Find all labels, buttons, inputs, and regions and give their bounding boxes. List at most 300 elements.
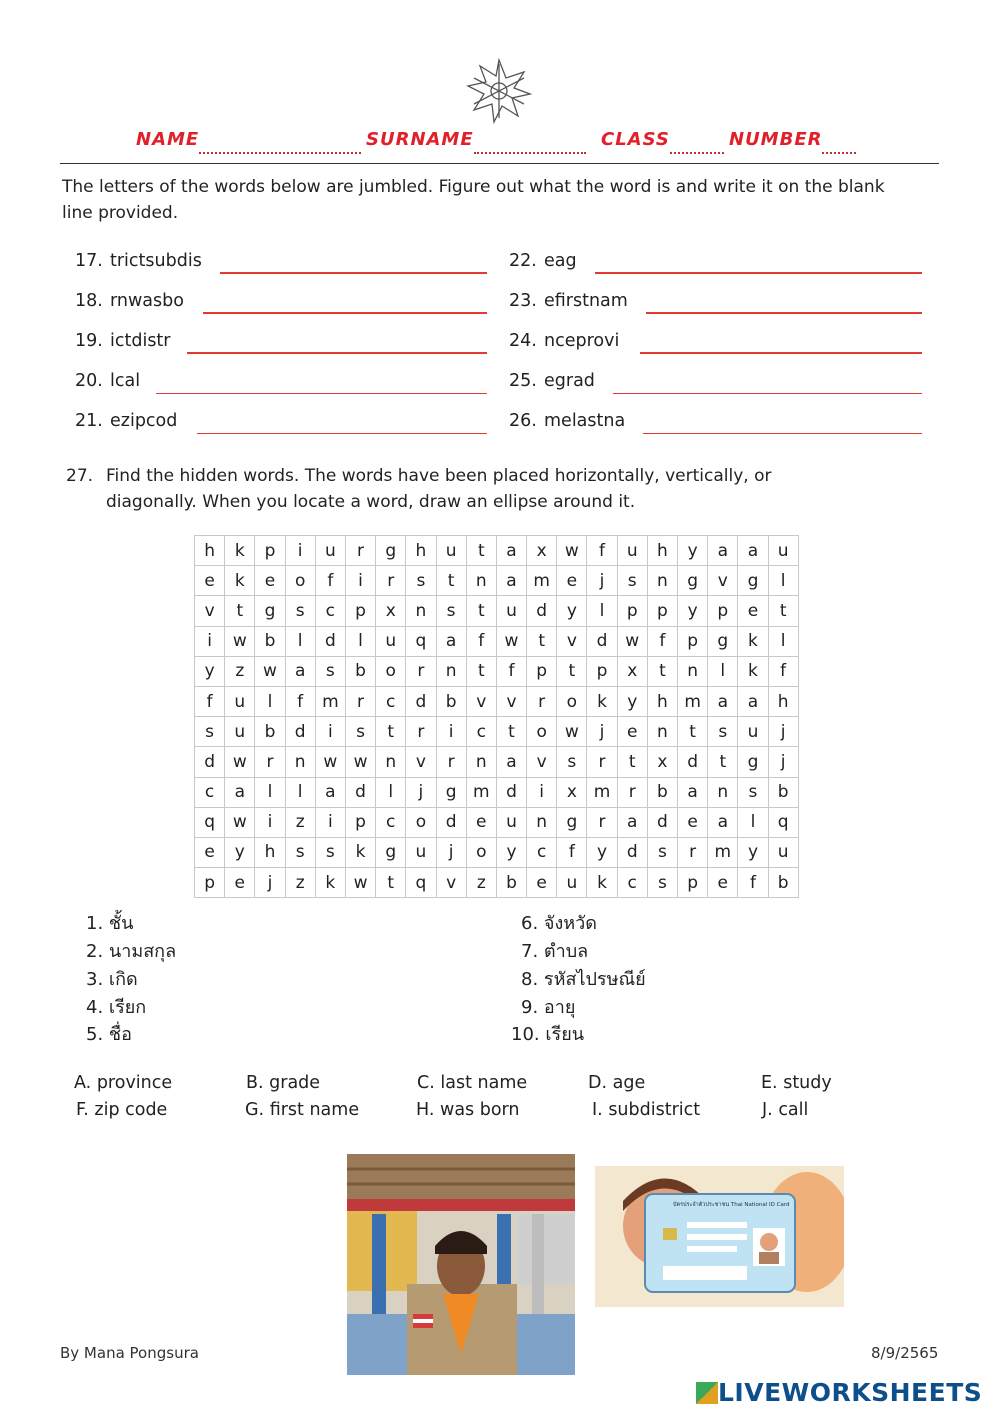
grid-letter[interactable]: n [466,747,496,777]
grid-letter[interactable]: o [406,807,436,837]
grid-row [195,566,799,596]
grid-letter[interactable]: b [768,868,798,898]
grid-letter[interactable]: u [225,686,255,716]
jumbled-word: eag [544,251,577,271]
grid-letter[interactable]: g [557,807,587,837]
grid-letter[interactable]: e [617,717,647,747]
grid-letter[interactable]: w [255,656,285,686]
grid-letter[interactable]: f [587,536,617,566]
grid-letter[interactable]: r [678,837,708,867]
grid-letter[interactable]: u [496,807,526,837]
grid-letter[interactable]: r [345,536,375,566]
grid-letter[interactable]: o [376,656,406,686]
grid-letter[interactable]: j [768,747,798,777]
grid-letter[interactable]: w [345,868,375,898]
grid-letter[interactable]: y [678,536,708,566]
grid-letter[interactable]: i [345,566,375,596]
date: 8/9/2565 [871,1344,939,1362]
grid-letter[interactable]: y [738,837,768,867]
grid-letter[interactable]: e [466,807,496,837]
author-credit: By Mana Pongsura [60,1344,199,1362]
grid-letter[interactable]: w [496,626,526,656]
grid-letter[interactable]: a [496,747,526,777]
thai-word: จังหวัด [543,913,597,934]
grid-letter[interactable]: i [255,807,285,837]
grid-letter[interactable]: a [436,626,466,656]
grid-letter[interactable]: d [285,717,315,747]
grid-letter[interactable]: c [376,686,406,716]
answer-line[interactable] [220,272,487,274]
grid-letter[interactable]: s [708,717,738,747]
grid-letter[interactable]: u [406,837,436,867]
thai-word-item [86,910,133,938]
grid-letter[interactable]: z [285,868,315,898]
grid-letter[interactable]: b [345,656,375,686]
item-number: 2. [86,941,104,962]
grid-letter[interactable]: k [587,868,617,898]
grid-row [195,686,799,716]
grid-letter[interactable]: s [285,596,315,626]
grid-letter[interactable]: f [315,566,345,596]
grid-letter[interactable]: d [436,807,466,837]
grid-letter[interactable]: v [466,686,496,716]
grid-letter[interactable]: t [557,656,587,686]
grid-letter[interactable]: l [738,807,768,837]
grid-letter[interactable]: v [708,566,738,596]
grid-letter[interactable]: l [768,566,798,596]
grid-letter[interactable]: v [527,747,557,777]
grid-letter[interactable]: p [345,596,375,626]
item-number: 8. [521,969,539,990]
grid-letter[interactable]: d [345,777,375,807]
grid-letter[interactable]: s [315,837,345,867]
item-number: 9. [521,997,539,1018]
grid-letter[interactable]: a [678,777,708,807]
grid-letter[interactable]: d [195,747,225,777]
grid-letter[interactable]: d [527,596,557,626]
grid-letter[interactable]: r [255,747,285,777]
grid-letter[interactable]: e [195,837,225,867]
grid-letter[interactable]: s [406,566,436,596]
grid-letter[interactable]: s [738,777,768,807]
logo-mark-icon [696,1382,718,1404]
grid-letter[interactable]: p [678,626,708,656]
grid-letter[interactable]: a [738,686,768,716]
grid-letter[interactable]: d [496,777,526,807]
grid-letter[interactable]: e [225,868,255,898]
grid-letter[interactable]: h [647,536,677,566]
grid-letter[interactable]: l [708,656,738,686]
grid-letter[interactable]: y [678,596,708,626]
grid-letter[interactable]: n [376,747,406,777]
grid-letter[interactable]: l [285,626,315,656]
grid-letter[interactable]: p [587,656,617,686]
grid-letter[interactable]: w [345,747,375,777]
grid-letter[interactable]: t [466,536,496,566]
grid-letter[interactable]: e [678,807,708,837]
grid-letter[interactable]: w [315,747,345,777]
grid-letter[interactable]: v [406,747,436,777]
grid-letter[interactable]: j [587,717,617,747]
grid-letter[interactable]: s [195,717,225,747]
grid-letter[interactable]: a [708,807,738,837]
grid-letter[interactable]: p [708,596,738,626]
grid-letter[interactable]: w [557,536,587,566]
jumbled-item [75,369,140,393]
grid-letter[interactable]: d [587,626,617,656]
grid-letter[interactable]: g [376,837,406,867]
thai-word: นามสกุล [108,941,177,962]
grid-letter[interactable]: u [496,596,526,626]
grid-letter[interactable]: g [255,596,285,626]
grid-letter[interactable]: m [315,686,345,716]
grid-letter[interactable]: u [738,717,768,747]
grid-letter[interactable]: g [708,626,738,656]
jumbled-item [509,409,625,433]
grid-row [195,626,799,656]
grid-letter[interactable]: n [647,566,677,596]
grid-letter[interactable]: o [466,837,496,867]
grid-letter[interactable]: j [255,868,285,898]
jumbled-word: ictdistr [110,331,171,351]
grid-letter[interactable]: a [708,686,738,716]
grid-letter[interactable]: l [587,596,617,626]
grid-letter[interactable]: n [708,777,738,807]
grid-letter[interactable]: g [436,777,466,807]
grid-letter[interactable]: x [376,596,406,626]
grid-letter[interactable]: u [617,536,647,566]
grid-letter[interactable]: k [345,837,375,867]
answer-line[interactable] [595,272,922,274]
grid-letter[interactable]: e [738,596,768,626]
grid-letter[interactable]: m [678,686,708,716]
grid-letter[interactable]: i [527,777,557,807]
option-item [592,1097,700,1124]
jumbled-item [75,249,202,273]
answer-line[interactable] [643,433,922,434]
answer-line[interactable] [156,393,487,394]
grid-letter[interactable]: q [406,626,436,656]
grid-letter[interactable]: n [285,747,315,777]
grid-letter[interactable]: j [406,777,436,807]
grid-letter[interactable]: b [496,868,526,898]
grid-letter[interactable]: w [557,717,587,747]
grid-letter[interactable]: w [225,807,255,837]
grid-letter[interactable]: l [768,626,798,656]
grid-letter[interactable]: c [315,596,345,626]
grid-letter[interactable]: n [466,566,496,596]
grid-letter[interactable]: h [195,536,225,566]
grid-letter[interactable]: f [557,837,587,867]
grid-letter[interactable]: t [708,747,738,777]
answer-line[interactable] [197,433,487,434]
grid-letter[interactable]: m [708,837,738,867]
answer-line[interactable] [646,312,922,314]
grid-letter[interactable]: n [436,656,466,686]
grid-letter[interactable]: d [617,837,647,867]
grid-letter[interactable]: p [647,596,677,626]
grid-letter[interactable]: k [225,536,255,566]
grid-letter[interactable]: x [647,747,677,777]
jumbled-word: nceprovi [544,331,620,351]
grid-letter[interactable]: b [768,777,798,807]
grid-letter[interactable]: r [587,747,617,777]
answer-line[interactable] [203,312,487,314]
grid-letter[interactable]: a [738,536,768,566]
grid-letter[interactable]: r [587,807,617,837]
thai-word: เรียก [108,997,147,1018]
item-number: 18. [75,291,103,311]
grid-letter[interactable]: i [315,807,345,837]
grid-letter[interactable]: r [527,686,557,716]
grid-letter[interactable]: t [436,566,466,596]
answer-line[interactable] [640,352,922,354]
grid-letter[interactable]: a [496,566,526,596]
grid-letter[interactable]: t [768,596,798,626]
jumbled-item [75,329,171,353]
grid-letter[interactable]: k [225,566,255,596]
grid-letter[interactable]: o [285,566,315,596]
question-27-number: 27. [66,466,94,486]
grid-letter[interactable]: c [527,837,557,867]
grid-letter[interactable]: y [587,837,617,867]
thai-word: เรียน [545,1024,585,1045]
grid-letter[interactable]: u [768,536,798,566]
grid-letter[interactable]: t [617,747,647,777]
grid-letter[interactable]: f [647,626,677,656]
grid-letter[interactable]: h [406,536,436,566]
option-letter: D. [588,1073,608,1093]
grid-letter[interactable]: y [557,596,587,626]
grid-letter[interactable]: g [738,566,768,596]
grid-letter[interactable]: d [647,807,677,837]
grid-letter[interactable]: a [315,777,345,807]
grid-letter[interactable]: p [195,868,225,898]
grid-letter[interactable]: a [285,656,315,686]
grid-letter[interactable]: s [647,868,677,898]
grid-letter[interactable]: n [647,717,677,747]
grid-letter[interactable]: c [195,777,225,807]
grid-letter[interactable]: h [255,837,285,867]
grid-letter[interactable]: n [527,807,557,837]
item-number: 20. [75,371,103,391]
option-letter: J. [762,1100,773,1120]
grid-letter[interactable]: l [285,777,315,807]
grid-letter[interactable]: y [225,837,255,867]
grid-letter[interactable]: a [708,536,738,566]
grid-letter[interactable]: l [345,626,375,656]
item-number: 10. [511,1024,540,1045]
grid-letter[interactable]: j [768,717,798,747]
grid-letter[interactable]: p [678,868,708,898]
grid-letter[interactable]: p [617,596,647,626]
grid-letter[interactable]: m [587,777,617,807]
grid-letter[interactable]: u [225,717,255,747]
grid-letter[interactable]: v [496,686,526,716]
item-number: 17. [75,251,103,271]
grid-letter[interactable]: j [587,566,617,596]
answer-line[interactable] [187,352,487,354]
option-letter: H. [416,1100,435,1120]
grid-letter[interactable]: b [255,717,285,747]
grid-letter[interactable]: t [225,596,255,626]
class-field [601,126,724,154]
grid-letter[interactable]: b [436,686,466,716]
grid-letter[interactable]: k [738,656,768,686]
grid-letter[interactable]: y [496,837,526,867]
thai-word-item [521,966,646,994]
grid-letter[interactable]: r [345,686,375,716]
grid-letter[interactable]: p [345,807,375,837]
grid-letter[interactable]: d [315,626,345,656]
grid-letter[interactable]: m [466,777,496,807]
grid-letter[interactable]: z [466,868,496,898]
id-card-illustration [595,1166,844,1307]
grid-letter[interactable]: j [436,837,466,867]
grid-letter[interactable]: t [527,626,557,656]
grid-letter[interactable]: t [678,717,708,747]
class-label: CLASS [601,129,670,150]
grid-letter[interactable]: s [315,656,345,686]
grid-letter[interactable]: s [617,566,647,596]
option-letter: G. [245,1100,265,1120]
option-text: grade [269,1073,321,1093]
grid-letter[interactable]: f [496,656,526,686]
grid-letter[interactable]: u [436,536,466,566]
grid-letter[interactable]: v [436,868,466,898]
grid-letter[interactable]: d [678,747,708,777]
grid-letter[interactable]: i [315,717,345,747]
grid-letter[interactable]: o [527,717,557,747]
question-27-text: Find the hidden words. The words have been placed horizontally, vertically, or diagonally. When you locate a word, draw an ellipse around it. [106,466,772,512]
grid-letter[interactable]: c [376,807,406,837]
grid-letter[interactable]: w [225,626,255,656]
grid-letter[interactable]: i [436,717,466,747]
grid-letter[interactable]: m [527,566,557,596]
thai-word: ชื่อ [108,1024,132,1045]
grid-letter[interactable]: u [315,536,345,566]
answer-line[interactable] [613,393,922,394]
option-letter: A. [74,1073,92,1093]
grid-letter[interactable]: t [376,868,406,898]
grid-letter[interactable]: k [315,868,345,898]
grid-letter[interactable]: s [285,837,315,867]
grid-letter[interactable]: e [255,566,285,596]
grid-letter[interactable]: w [225,747,255,777]
grid-letter[interactable]: v [195,596,225,626]
grid-letter[interactable]: u [768,837,798,867]
grid-letter[interactable]: a [496,536,526,566]
grid-letter[interactable]: w [617,626,647,656]
thai-word: ตำบล [543,941,589,962]
grid-letter[interactable]: g [376,536,406,566]
option-text: last name [440,1073,528,1093]
grid-letter[interactable]: f [285,686,315,716]
grid-letter[interactable]: t [466,656,496,686]
grid-letter[interactable]: t [466,596,496,626]
grid-letter[interactable]: f [195,686,225,716]
grid-letter[interactable]: t [376,717,406,747]
grid-letter[interactable]: s [557,747,587,777]
grid-letter[interactable]: a [617,807,647,837]
grid-letter[interactable]: t [496,717,526,747]
grid-letter[interactable]: p [527,656,557,686]
grid-letter[interactable]: v [557,626,587,656]
grid-letter[interactable]: u [557,868,587,898]
grid-letter[interactable]: d [406,686,436,716]
grid-letter[interactable]: n [678,656,708,686]
grid-letter[interactable]: r [436,747,466,777]
grid-letter[interactable]: e [527,868,557,898]
grid-letter[interactable]: q [768,807,798,837]
grid-letter[interactable]: f [768,656,798,686]
grid-letter[interactable]: e [195,566,225,596]
grid-letter[interactable]: e [708,868,738,898]
grid-letter[interactable]: r [406,656,436,686]
grid-letter[interactable]: e [557,566,587,596]
grid-letter[interactable]: r [617,777,647,807]
grid-row [195,777,799,807]
thai-word: รหัสไปรษณีย์ [543,969,646,990]
grid-row [195,596,799,626]
grid-letter[interactable]: t [647,656,677,686]
grid-letter[interactable]: f [738,868,768,898]
grid-letter[interactable]: i [285,536,315,566]
grid-letter[interactable]: h [647,686,677,716]
grid-letter[interactable]: a [225,777,255,807]
grid-letter[interactable]: k [587,686,617,716]
grid-letter[interactable]: g [738,747,768,777]
grid-letter[interactable]: z [285,807,315,837]
word-search-grid[interactable] [194,535,799,898]
grid-letter[interactable]: y [617,686,647,716]
grid-letter[interactable]: n [406,596,436,626]
grid-letter[interactable]: q [195,807,225,837]
grid-letter[interactable]: b [255,626,285,656]
grid-letter[interactable]: c [617,868,647,898]
grid-letter[interactable]: s [436,596,466,626]
grid-row [195,717,799,747]
grid-letter[interactable]: k [738,626,768,656]
option-item [588,1070,645,1097]
grid-row [195,747,799,777]
grid-letter[interactable]: l [255,777,285,807]
grid-letter[interactable]: p [255,536,285,566]
grid-letter[interactable]: o [557,686,587,716]
grid-letter[interactable]: f [466,626,496,656]
grid-letter[interactable]: x [617,656,647,686]
grid-letter[interactable]: h [768,686,798,716]
grid-letter[interactable]: s [647,837,677,867]
item-number: 21. [75,411,103,431]
option-item [74,1070,172,1097]
grid-letter[interactable]: s [345,717,375,747]
grid-letter[interactable]: z [225,656,255,686]
grid-letter[interactable]: x [527,536,557,566]
grid-letter[interactable]: l [255,686,285,716]
grid-letter[interactable]: x [557,777,587,807]
grid-letter[interactable]: q [406,868,436,898]
grid-letter[interactable]: c [466,717,496,747]
grid-letter[interactable]: i [195,626,225,656]
grid-letter[interactable]: y [195,656,225,686]
grid-letter[interactable]: b [647,777,677,807]
grid-letter[interactable]: r [406,717,436,747]
grid-letter[interactable]: u [376,626,406,656]
grid-letter[interactable]: r [376,566,406,596]
grid-letter[interactable]: l [376,777,406,807]
grid-letter[interactable]: g [678,566,708,596]
